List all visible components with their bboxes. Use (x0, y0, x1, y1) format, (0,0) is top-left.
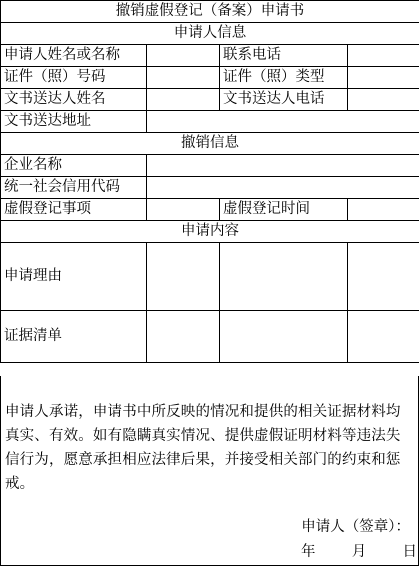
form-title: 撤销虚假登记（备案）申请书 (1, 1, 419, 23)
label-id-type: 证件（照）类型 (220, 67, 348, 89)
input-id-number[interactable] (147, 67, 220, 89)
label-credit-code: 统一社会信用代码 (1, 177, 147, 199)
label-company-name: 企业名称 (1, 155, 147, 177)
date-row (301, 540, 417, 561)
input-false-time[interactable] (348, 199, 419, 221)
section-applicant-heading: 申请人信息 (1, 23, 419, 45)
input-evidence-a[interactable] (147, 311, 220, 363)
label-recipient-name: 文书送达人姓名 (1, 89, 147, 111)
date-day-label: 日 (402, 544, 417, 560)
label-false-item: 虚假登记事项 (1, 199, 147, 221)
input-company-name[interactable] (147, 155, 419, 177)
label-delivery-address: 文书送达地址 (1, 111, 147, 133)
input-reason-c[interactable] (348, 243, 419, 311)
label-phone: 联系电话 (220, 45, 348, 67)
label-applicant-name: 申请人姓名或名称 (1, 45, 147, 67)
date-year-label: 年 (301, 544, 316, 560)
input-phone[interactable] (348, 45, 419, 67)
input-recipient-name[interactable] (147, 89, 220, 111)
label-reason: 申请理由 (1, 243, 147, 311)
label-recipient-phone: 文书送达人电话 (220, 89, 348, 111)
input-applicant-name[interactable] (147, 45, 220, 67)
input-id-type[interactable] (348, 67, 419, 89)
label-false-time: 虚假登记时间 (220, 199, 348, 221)
input-evidence-b[interactable] (220, 311, 348, 363)
input-delivery-address[interactable] (147, 111, 419, 133)
input-recipient-phone[interactable] (348, 89, 419, 111)
section-revoke-heading: 撤销信息 (1, 133, 419, 155)
section-content-heading: 申请内容 (1, 221, 419, 243)
input-credit-code[interactable] (147, 177, 419, 199)
declaration-text: 申请人承诺，申请书中所反映的情况和提供的相关证据材料均真实、有效。如有隐瞒真实情况、提供虚假证明材料等违法失信行为，愿意承担相应法律后果，并接受相关部门的约束和惩戒。 (5, 404, 401, 492)
input-reason-b[interactable] (220, 243, 348, 311)
input-reason-a[interactable] (147, 243, 220, 311)
input-false-item[interactable] (147, 199, 220, 221)
label-evidence: 证据清单 (1, 311, 147, 363)
declaration-box (0, 376, 419, 566)
date-month-label: 月 (351, 544, 367, 560)
input-evidence-c[interactable] (348, 311, 419, 363)
label-id-number: 证件（照）号码 (1, 67, 147, 89)
signature-label: 申请人（签章）： (301, 519, 410, 535)
